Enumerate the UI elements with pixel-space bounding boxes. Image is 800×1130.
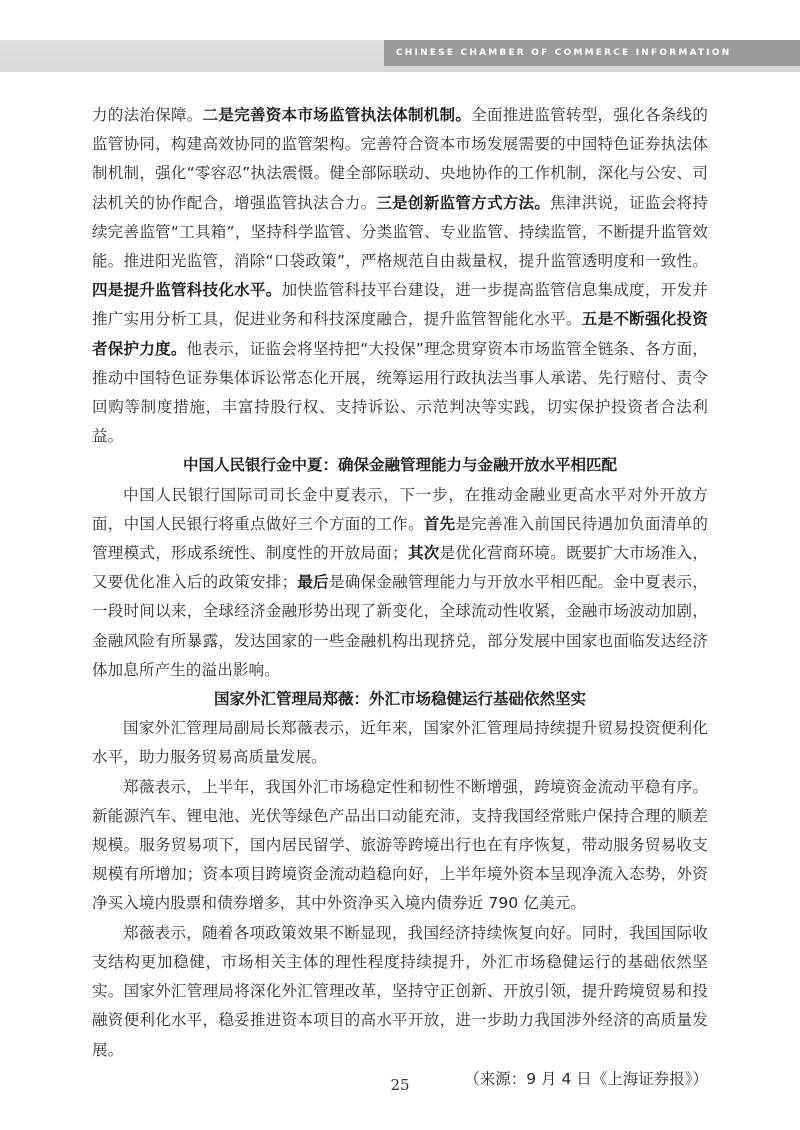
section-heading-safe: 国家外汇管理局郑薇：外汇市场稳健运行基础依然坚实 (213, 690, 586, 709)
article-body (92, 101, 708, 1094)
text-segment: 是确保金融管理能力与开放水平相匹配。金中夏表示，一段时间以来，全球经济金融形势出现了新变化，全球流动性收紧，金融市场波动加剧，金融风险有所暴露，发达国家的一些金融机构出现挤兑，部分发展中国家也面临发达经济体加息所产生的溢出影响。 (92, 573, 708, 679)
paragraph-safe-intro: 国家外汇管理局副局长郑薇表示，近年来，国家外汇管理局持续提升贸易投资便利化水平，助力服务贸易高质量发展。 (92, 719, 708, 767)
paragraph-pboc (92, 481, 708, 685)
text-segment: 焦津洪说，证监会将持续完善监管“工具箱”，坚持科学监管、分类监管、专业监管、持续监管，不断提升监管效能。推进阳光监管，消除“口袋政策”，严格规范自由裁量权，提升监管透明度和一致性。 (92, 193, 708, 271)
page-number: 25 (390, 1076, 410, 1094)
bold-point: 五是不断强化投资者保护力度。 (92, 310, 709, 358)
paragraph-safe-outlook: 郑薇表示，随着各项政策效果不断显现，我国经济持续恢复向好。同时，我国国际收支结构更加稳健，市场相关主体的理性程度持续提升，外汇市场稳健运行的基础依然坚实。国家外汇管理局将深化外汇管理改革，坚持守正创新、开放引领，提升跨境贸易和投融资便利化水平，稳妥推进资本项目的高水平开放，进一步助力我国涉外经济的高质量发展。 (92, 923, 708, 1059)
paragraph-regulation (92, 101, 708, 451)
publication-title: CHINESE CHAMBER OF COMMERCE INFORMATION (396, 48, 732, 58)
bold-point: 其次 (407, 544, 440, 563)
text-segment: 中国人民银行国际司司长金中夏表示，下一步，在推动金融业更高水平对外开放方面，中国人民银行将重点做好三个方面的工作。 (92, 485, 708, 533)
paragraph-safe-market: 郑薇表示，上半年，我国外汇市场稳定性和韧性不断增强，跨境资金流动平稳有序。新能源汽车、锂电池、光伏等绿色产品出口动能充沛，支持我国经常账户保持合理的顺差规模。服务贸易项下，国内居民留学、旅游等跨境出行也在有序恢复，带动服务贸易收支规模有所增加；资本项目跨境资金流动趋稳向好，上半年境外资本呈现净流入态势，外资净买入境内股票和债券增多，其中外资净买入境内债券近 790 亿美元。 (92, 777, 708, 913)
text-segment: 力的法治保障。 (92, 106, 203, 124)
bold-point: 首先 (423, 514, 456, 533)
bold-point: 四是提升监管科技化水平。 (92, 281, 282, 300)
bold-point: 二是完善资本市场监管执法体制机制。 (202, 106, 472, 124)
bold-point: 三是创新监管方式方法。 (376, 193, 551, 212)
source-citation: （来源：9 月 4 日《上海证券报》） (464, 1069, 708, 1088)
text-segment: 加快监管科技平台建设，进一步提高监管信息集成度，开发并推广实用分析工具，促进业务和科技深度融合，提升监管智能化水平。 (92, 281, 708, 329)
section-heading-pboc: 中国人民银行金中夏：确保金融管理能力与金融开放水平相匹配 (182, 456, 617, 475)
text-segment: 是优化营商环境。既要扩大市场准入，又要优化准入后的政策安排； (92, 544, 708, 592)
text-segment: 全面推进监管转型，强化各条线的监管协同，构建高效协同的监管架构。完善符合资本市场发展需要的中国特色证券执法体制机制，强化“零容忍”执法震慑。健全部际联动、央地协作的工作机制，深化与公安、司法机关的协作配合，增强监管执法合力。 (92, 106, 708, 212)
bold-point: 最后 (297, 573, 329, 592)
text-segment: 是完善准入前国民待遇加负面清单的管理模式，形成系统性、制度性的开放局面； (92, 514, 708, 563)
text-segment: 他表示，证监会将坚持把“大投保”理念贯穿资本市场监管全链条、各方面，推动中国特色证券集体诉讼常态化开展，统筹运用行政执法当事人承诺、先行赔付、责令回购等制度措施，丰富持股行权、支持诉讼、示范判决等实践，切实保护投资者合法利益。 (92, 339, 708, 446)
